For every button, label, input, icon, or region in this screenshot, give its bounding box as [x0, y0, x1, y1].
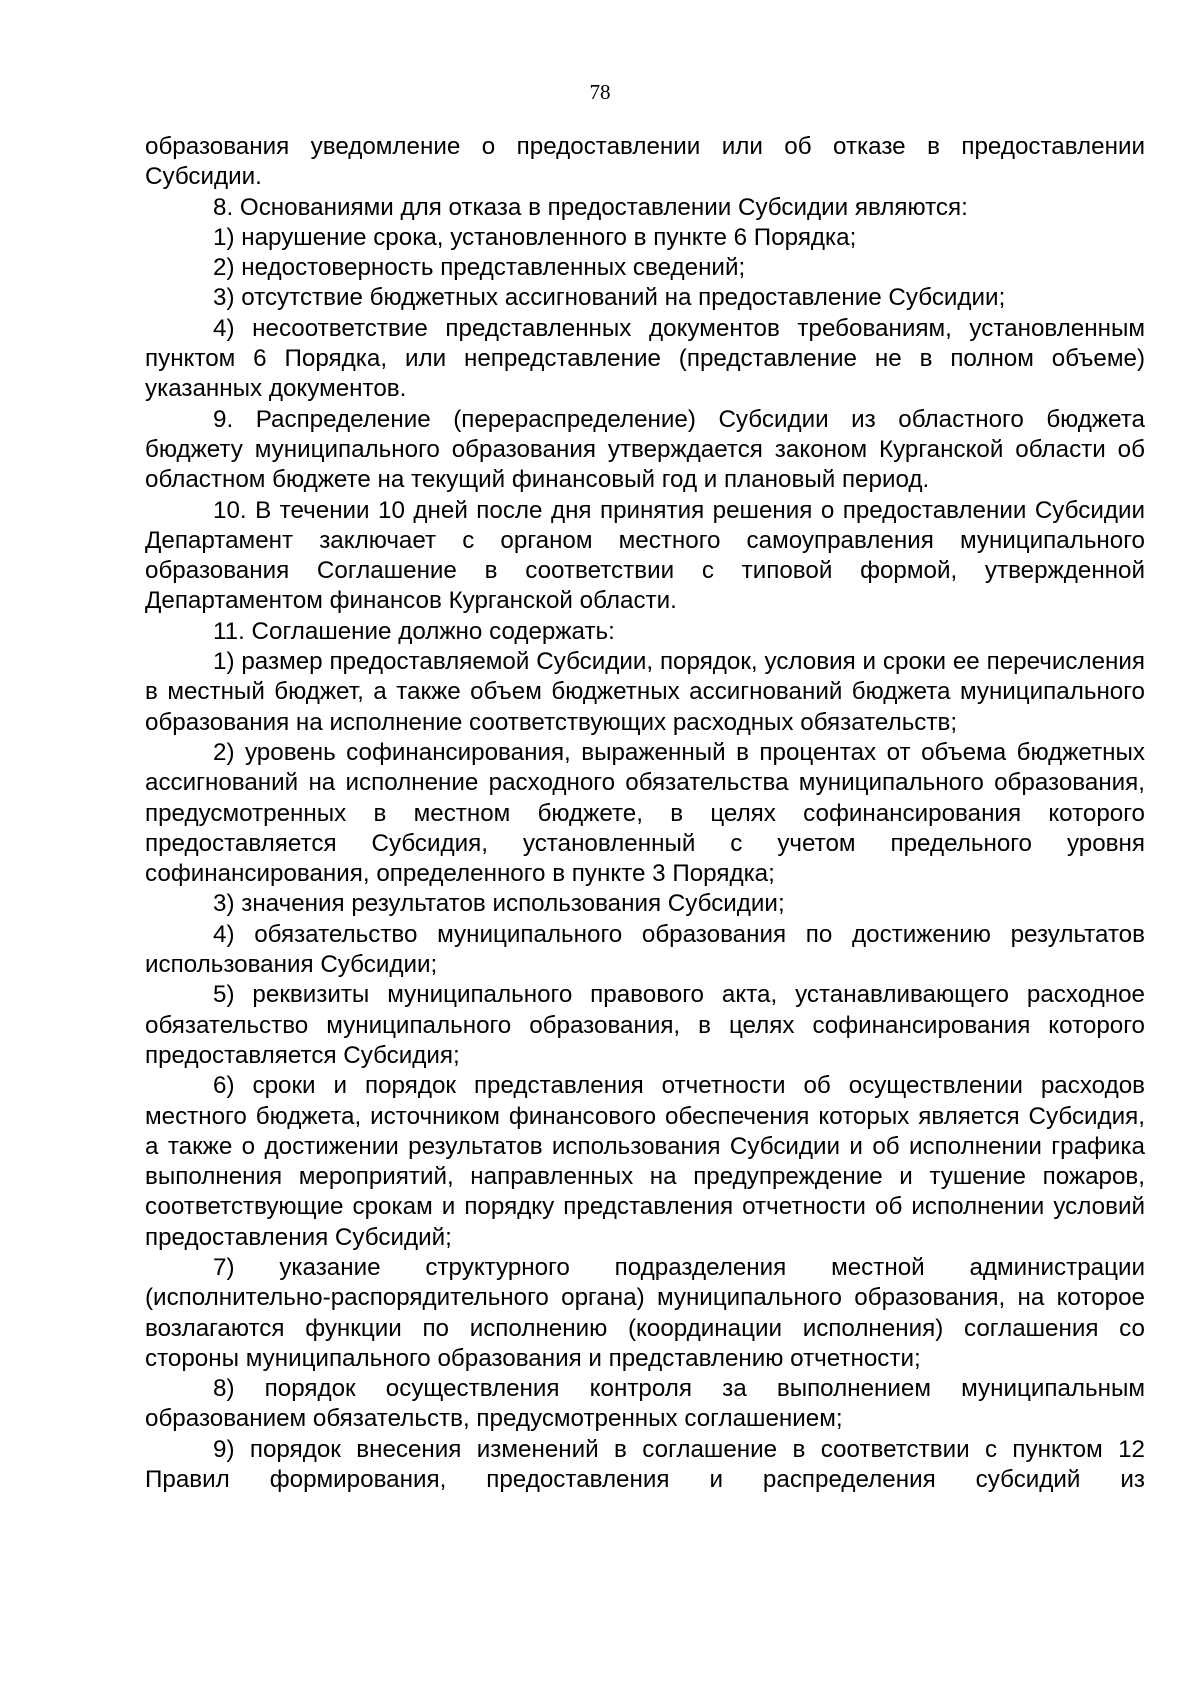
list-item: 2) недостоверность представленных сведений;: [213, 254, 746, 282]
paragraph: 10. В течении 10 дней после дня принятия решения о предоставлении Субсидии Департамент заключает с органом местного самоуправления муниципального образования Соглашение в соответствии с типовой формой, утвержденной Департаментом финансов Курганской области.: [145, 496, 1145, 615]
list-item: 4) несоответствие представленных документов требованиям, установленным пунктом 6 Порядка, или непредставление (представление не в полном объеме) указанных документов.: [145, 314, 1145, 403]
list-item: 1) размер предоставляемой Субсидии, порядок, условия и сроки ее перечисления в местный бюджет, а также объем бюджетных ассигнований бюджета муниципального образования на исполнение соответствующих расходных обязательств;: [145, 648, 1145, 736]
page-number: 78: [589, 80, 611, 104]
document-body: [145, 132, 1145, 1495]
paragraph: 11. Соглашение должно содержать:: [213, 617, 615, 645]
list-item: 5) реквизиты муниципального правового акта, устанавливающего расходное обязательство муниципального образования, в целях софинансирования которого предоставляется Субсидия;: [145, 981, 1145, 1069]
list-item: 3) отсутствие бюджетных ассигнований на предоставление Субсидии;: [213, 284, 1006, 312]
paragraph: образования уведомление о предоставлении или об отказе в предоставлении Субсидии.: [145, 133, 1145, 191]
list-item: 3) значения результатов использования Субсидии;: [213, 890, 785, 918]
list-item: 9) порядок внесения изменений в соглашение в соответствии с пунктом 12 Правил формирования, предоставления и распределения субсидий из: [145, 1435, 1145, 1494]
paragraph: 9. Распределение (перераспределение) Субсидии из областного бюджета бюджету муниципального образования утверждается законом Курганской области об областном бюджете на текущий финансовый год и плановый период.: [145, 405, 1145, 494]
list-item: 2) уровень софинансирования, выраженный в процентах от объема бюджетных ассигнований на исполнение расходного обязательства муниципального образования, предусмотренных в местном бюджете, в целях софинансирования которого предоставляется Субсидия, установленный с учетом предельного уровня софинансирования, определенного в пункте 3 Порядка;: [145, 738, 1145, 888]
list-item: 7) указание структурного подразделения местной администрации (исполнительно-распорядительного органа) муниципального образования, на которое возлагаются функции по исполнению (координации исполнения) соглашения со стороны муниципального образования и представлению отчетности;: [145, 1253, 1145, 1372]
list-item: 8) порядок осуществления контроля за выполнением муниципальным образованием обязательств, предусмотренных соглашением;: [145, 1375, 1145, 1433]
list-item: 4) обязательство муниципального образования по достижению результатов использования Субсидии;: [145, 920, 1145, 979]
paragraph: 8. Основаниями для отказа в предоставлении Субсидии являются:: [213, 193, 968, 221]
list-item: 6) сроки и порядок представления отчетности об осуществлении расходов местного бюджета, источником финансового обеспечения которых является Субсидия, а также о достижении результатов использования Субсидии и об исполнении графика выполнения мероприятий, направленных на предупреждение и тушение пожаров, соответствующие срокам и порядку представления отчетности об исполнении условий предоставления Субсидий;: [145, 1072, 1145, 1251]
list-item: 1) нарушение срока, установленного в пункте 6 Порядка;: [213, 223, 857, 251]
